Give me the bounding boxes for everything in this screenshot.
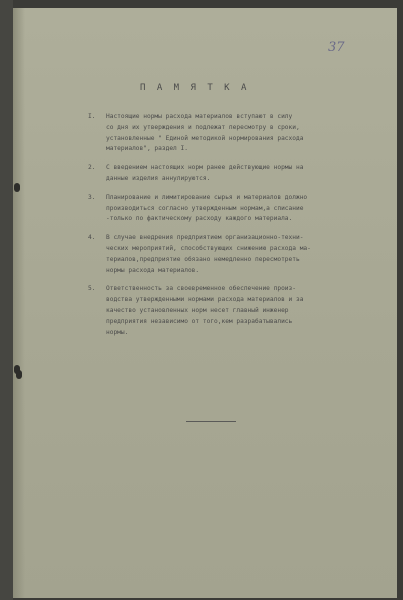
item-number: 3. — [88, 193, 96, 201]
item-number: 4. — [88, 234, 96, 242]
memo-items-list — [88, 112, 364, 346]
binding-hole — [14, 183, 20, 192]
list-item — [88, 163, 364, 185]
item-number: 5. — [88, 285, 96, 293]
list-item — [88, 233, 364, 276]
item-text: Настоящие нормы расхода материалов вступают в силу со дня их утверждения и подлежат пересмотру в сроки, установленные " Единой методикой нормирования расхода материалов", раздел I. — [106, 113, 304, 153]
closing-divider-line — [186, 421, 236, 422]
handwritten-page-number: 37 — [328, 40, 345, 55]
item-text: Ответственность за своевременное обеспечение произ- водства утвержденными нормами расхода материалов и за качество установленных норм несет главный инженер предприятия независимо от того,кем разрабатывались нормы. — [106, 285, 304, 336]
list-item — [88, 284, 364, 338]
document-title: П А М Я Т К А — [140, 83, 250, 93]
item-number: I. — [88, 113, 96, 120]
binding-hole — [16, 370, 22, 379]
item-number: 2. — [88, 164, 96, 172]
item-text: С введением настоящих норм ранее действующие нормы на данные изделия аннулируются. — [106, 164, 304, 182]
page-fold-shadow — [13, 8, 25, 598]
list-item — [88, 112, 364, 155]
list-item — [88, 193, 364, 225]
item-text: Планирование и лимитирование сырья и материалов должно производиться согласно утвержденным нормам,а списание -только по фактическому расходу каждого материала. — [106, 193, 308, 223]
item-text: В случае внедрения предприятием организационно-техни- ческих мероприятий, способствующих снижению расхода ма- териалов,предприятие обязано немедленно пересмотреть нормы расхода материалов. — [106, 234, 311, 274]
scan-edge — [0, 0, 13, 600]
